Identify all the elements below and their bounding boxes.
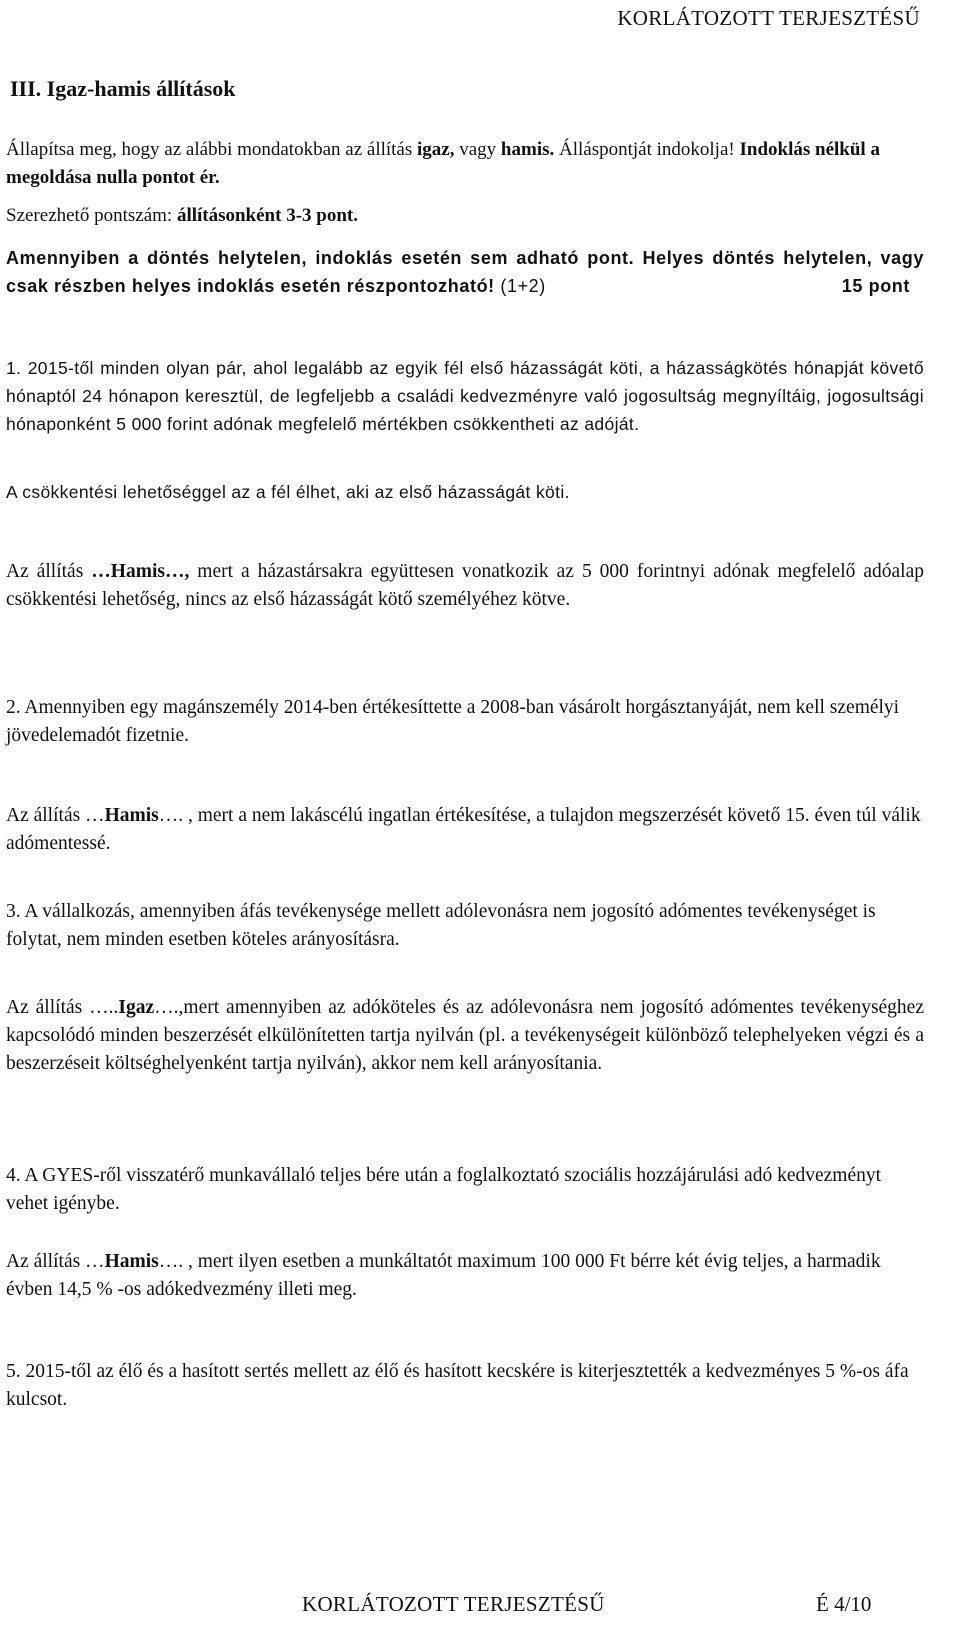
scoring-paragraph	[6, 244, 924, 300]
page-footer: KORLÁTOZOTT TERJESZTÉSŰ	[302, 1592, 605, 1616]
section-title: III. Igaz-hamis állítások	[10, 76, 236, 101]
scoring-breakdown: (1+2)	[494, 276, 546, 296]
answer-label: Az állítás …..	[6, 997, 119, 1018]
total-points: 15 pont	[841, 276, 910, 296]
answer-verdict: Hamis	[104, 1251, 159, 1272]
answer-label: Az állítás	[6, 561, 92, 582]
answer-label: Az állítás …	[6, 805, 105, 826]
instructions-paragraph	[6, 136, 924, 192]
question-1: 1. 2015-től minden olyan pár, ahol legalább az egyik fél első házasságát köti, a házasságkötés hónapját követő hónaptól 24 hónapon keresztül, de legfeljebb a családi kedvezményre való jogosultság megnyíltáig, jogosultsági hónaponként 5 000 forint adónak megfelelő mértékben csökkentheti az adóját.	[6, 358, 924, 434]
answer-reason: mert a házastársakra együttesen vonatkozik az 5 000 forintnyi adónak megfelelő adóalap csökkentési lehetőség, nincs az első házasságát kötő személyéhez kötve.	[6, 561, 924, 610]
points-label: Szerezhető pontszám:	[6, 205, 177, 226]
answer-reason: ….,mert amennyiben az adóköteles és az adólevonásra nem jogosító adómentes tevékenységhez kapcsolódó minden beszerzését elkülönítetten tartja nyilván	[6, 997, 924, 1046]
instr-warning: Indoklás nélkül a megoldása nulla pontot ér.	[6, 139, 880, 188]
question-4: 4. A GYES-ről visszatérő munkavállaló teljes bére után a foglalkoztató szociális hozzájárulási adó kedvezményt vehet igénybe.	[6, 1165, 882, 1214]
answer-1	[6, 558, 924, 614]
answer-3	[6, 994, 924, 1078]
question-1-note: A csökkentési lehetőséggel az a fél élhet, aki az első házasságát köti.	[6, 482, 570, 502]
answer-verdict: Hamis	[104, 805, 159, 826]
instr-false: hamis.	[500, 139, 555, 160]
question-5: 5. 2015-től az élő és a hasított sertés mellett az élő és hasított kecskére is kiterjesztették a kedvezményes 5 %-os áfa kulcsot.	[6, 1361, 909, 1410]
points-paragraph	[6, 202, 924, 230]
answer-verdict: Igaz	[118, 997, 155, 1018]
instr-text: Állapítsa meg, hogy az alábbi mondatokban az állítás	[6, 139, 418, 160]
answer-2	[6, 802, 924, 858]
answer-verdict: …Hamis…,	[91, 561, 190, 582]
answer-reason: …. , mert ilyen esetben a munkáltatót maximum 100 000 Ft bérre két évig teljes, a harmadik évben 14,5 % -os adókedvezmény illeti meg.	[6, 1251, 881, 1300]
instr-text: vagy	[454, 139, 501, 160]
answer-4	[6, 1248, 924, 1304]
instr-text: Álláspontját indokolja!	[554, 139, 740, 160]
question-3: 3. A vállalkozás, amennyiben áfás tevékenysége mellett adólevonásra nem jogosító adómentes tevékenységet is folytat, nem minden esetben köteles arányosításra.	[6, 901, 876, 950]
page-number: É 4/10	[816, 1592, 872, 1616]
answer-reason-cont: (pl. a tevékenységeit különböző telephelyeken végzi és a beszerzéseit költséghelyenként tartja nyilván), akkor nem kell arányosítania.	[6, 1025, 924, 1074]
answer-reason: …. , mert a nem lakáscélú ingatlan értékesítése, a tulajdon megszerzését követő 15. éven túl válik adómentessé.	[6, 805, 921, 854]
question-2: 2. Amennyiben egy magánszemély 2014-ben értékesíttette a 2008-ban vásárolt horgásztanyáját, nem kell személyi jövedelemadót fizetnie.	[6, 697, 900, 746]
points-value: állításonként 3-3 pont.	[176, 205, 358, 226]
scoring-text: Amennyiben a döntés helytelen, indoklás esetén sem adható pont. Helyes döntés helytelen, vagy csak részben helyes indoklás esetén részpontozható!	[6, 248, 924, 296]
page-header: KORLÁTOZOTT TERJESZTÉSŰ	[617, 6, 920, 30]
answer-label: Az állítás …	[6, 1251, 105, 1272]
instr-true: igaz,	[417, 139, 455, 160]
